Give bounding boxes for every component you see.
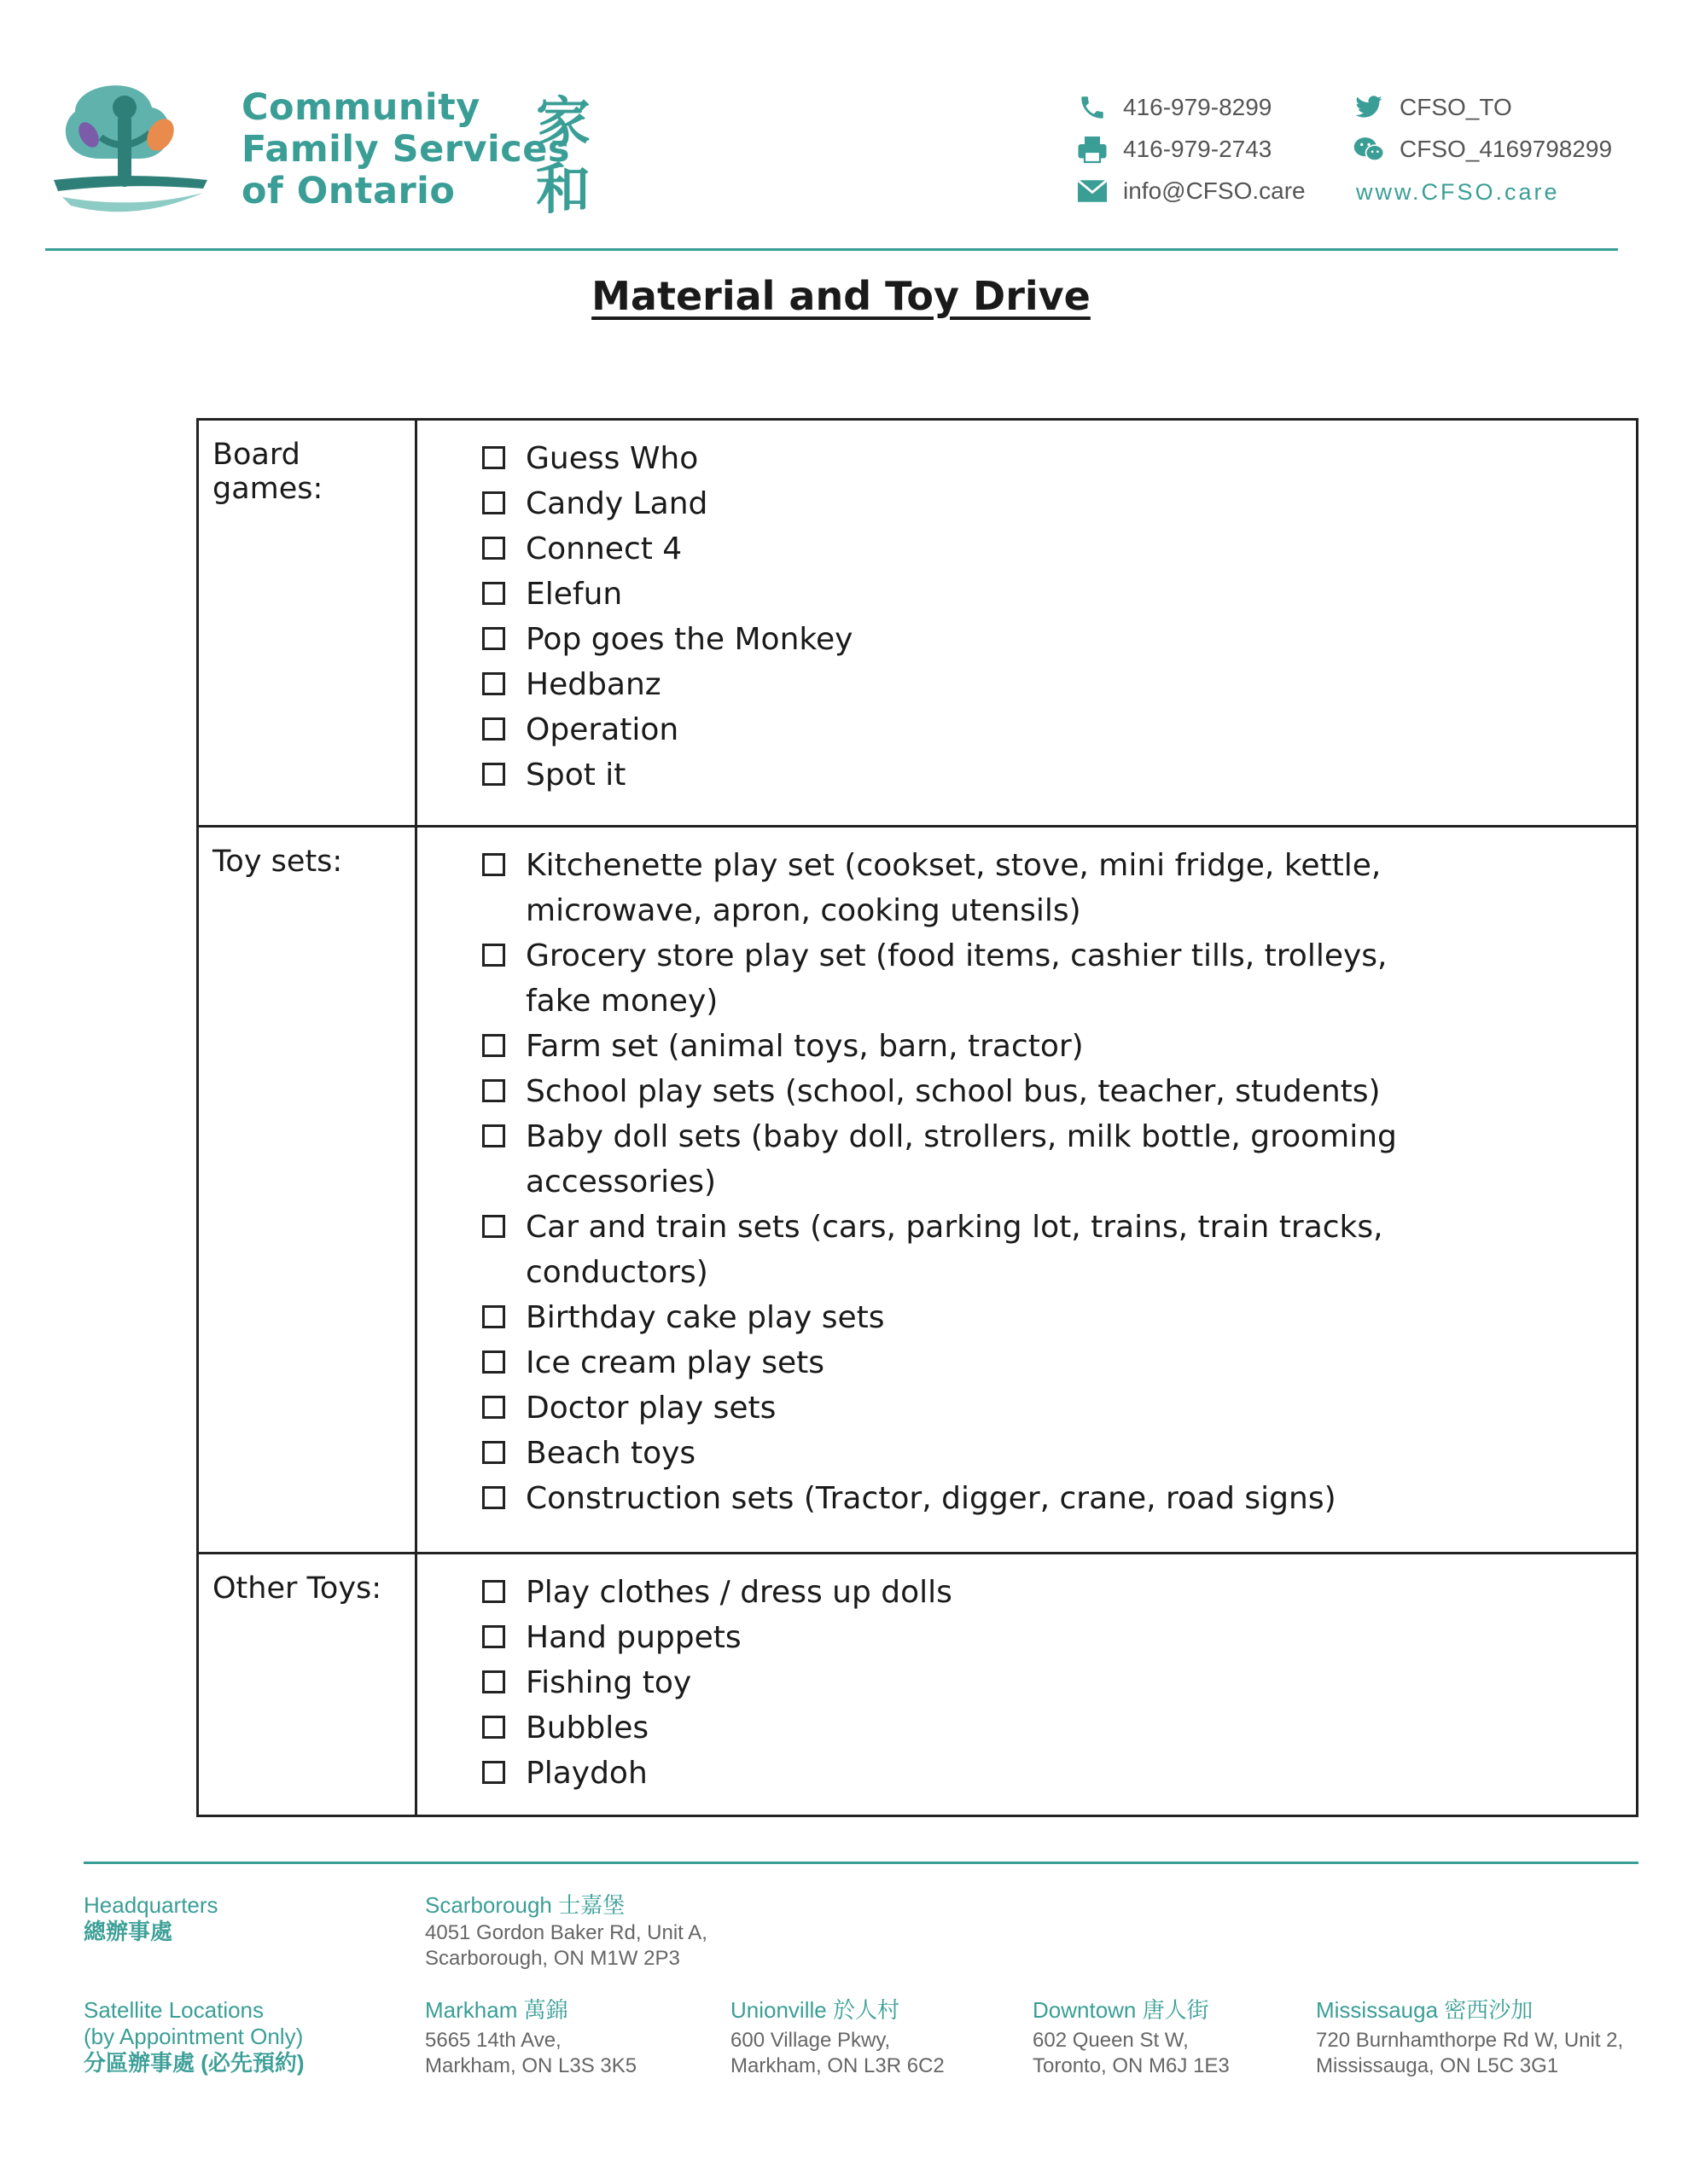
footer-divider [84, 1862, 1638, 1864]
fax-icon [1077, 134, 1108, 165]
checklist-item [482, 1615, 1636, 1660]
checkbox[interactable] [482, 1441, 505, 1464]
item-label: Construction sets (Tractor, digger, crane, road signs) [526, 1481, 1336, 1516]
table-row-toy-sets [199, 825, 1636, 1552]
item-list [417, 1554, 1636, 1815]
item-label: Farm set (animal toys, barn, tractor) [526, 1029, 1084, 1064]
item-label: Baby doll sets (baby doll, strollers, milk bottle, grooming accessories) [526, 1119, 1397, 1199]
wechat-icon [1353, 134, 1384, 165]
unionville-address-line2: Markham, ON L3R 6C2 [730, 2054, 945, 2077]
checkbox[interactable] [482, 491, 505, 514]
twitter-icon [1353, 92, 1384, 123]
scarborough-name: Scarborough 士嘉堡 [425, 1892, 626, 1918]
checkbox[interactable] [482, 763, 505, 786]
item-label: Guess Who [526, 441, 699, 476]
checklist-item [482, 1295, 1636, 1340]
website-link[interactable]: www.CFSO.care [1356, 179, 1560, 205]
checkbox[interactable] [482, 1124, 505, 1147]
item-label: School play sets (school, school bus, teacher, students) [526, 1074, 1381, 1109]
checklist-item [482, 1751, 1636, 1796]
checklist-item [482, 1570, 1636, 1615]
checklist-item [482, 1069, 1636, 1114]
checkbox[interactable] [482, 717, 505, 741]
checklist-item [482, 436, 1636, 481]
twitter-handle[interactable]: CFSO_TO [1400, 94, 1512, 120]
checklist-item [482, 1024, 1636, 1069]
category-label: Other Toys: [199, 1554, 417, 1815]
item-label: Candy Land [526, 486, 708, 521]
item-label: Beach toys [526, 1436, 696, 1471]
item-label: Grocery store play set (food items, cashier tills, trolleys, fake money) [526, 938, 1388, 1019]
downtown-address-line2: Toronto, ON M6J 1E3 [1033, 2054, 1230, 2077]
checklist-item [482, 617, 1636, 662]
organization-name-chinese [536, 90, 591, 224]
item-label: Elefun [526, 577, 623, 612]
checklist-item [482, 1705, 1636, 1751]
downtown-address-line1: 602 Queen St W, [1033, 2029, 1189, 2052]
checkbox[interactable] [482, 1079, 505, 1102]
item-label: Car and train sets (cars, parking lot, trains, train tracks, conductors) [526, 1210, 1383, 1290]
mississauga-address-line2: Mississauga, ON L5C 3G1 [1316, 2054, 1559, 2077]
item-label: Play clothes / dress up dolls [526, 1575, 952, 1610]
downtown-name: Downtown 唐人街 [1033, 1997, 1209, 2023]
checkbox[interactable] [482, 1215, 505, 1238]
org-name-line: Family Services [242, 128, 571, 171]
checkbox[interactable] [482, 582, 505, 605]
checklist-item [482, 572, 1636, 617]
mississauga-name: Mississauga 密西沙加 [1316, 1997, 1534, 2023]
wechat-contact [1353, 134, 1612, 165]
checkbox[interactable] [482, 672, 505, 695]
item-list [417, 828, 1636, 1552]
cfso-logo-icon [49, 73, 212, 218]
scarborough-address-line1: 4051 Gordon Baker Rd, Unit A, [425, 1921, 707, 1944]
checklist-item [482, 843, 1636, 933]
headquarters-label: Headquarters [84, 1892, 218, 1918]
satellite-label: Satellite Locations [84, 1997, 265, 2023]
org-name-line: of Ontario [242, 170, 456, 212]
item-label: Connect 4 [526, 531, 683, 566]
org-chinese-char: 家 [536, 92, 591, 155]
checklist-item [482, 662, 1636, 707]
checklist-item [482, 1205, 1636, 1295]
checkbox[interactable] [482, 446, 505, 469]
scarborough-address-line2: Scarborough, ON M1W 2P3 [425, 1947, 680, 1970]
headquarters-label-zh: 總辦事處 [84, 1919, 173, 1944]
checkbox[interactable] [482, 627, 505, 650]
item-label: Doctor play sets [526, 1391, 777, 1426]
checklist-item [482, 1476, 1636, 1521]
markham-address-line1: 5665 14th Ave, [425, 2029, 562, 2052]
checkbox[interactable] [482, 1670, 505, 1693]
email-address[interactable]: info@CFSO.care [1123, 177, 1306, 204]
satellite-note: (by Appointment Only) [84, 2024, 304, 2049]
item-label: Fishing toy [526, 1665, 692, 1700]
checkbox[interactable] [482, 853, 505, 876]
checklist-item [482, 1431, 1636, 1476]
checklist-item [482, 707, 1636, 752]
page-title: Material and Toy Drive [591, 273, 1091, 319]
wechat-id: CFSO_4169798299 [1400, 136, 1613, 162]
item-label: Ice cream play sets [526, 1345, 824, 1380]
fax-number: 416-979-2743 [1123, 136, 1272, 162]
header-divider [45, 248, 1618, 251]
item-label: Birthday cake play sets [526, 1300, 885, 1335]
checkbox[interactable] [482, 1625, 505, 1648]
fax-contact [1077, 134, 1272, 165]
phone-number[interactable]: 416-979-8299 [1123, 94, 1272, 120]
item-label: Playdoh [526, 1756, 648, 1791]
twitter-contact [1353, 92, 1512, 123]
markham-name: Markham 萬錦 [425, 1997, 568, 2023]
org-name-line: Community [242, 86, 480, 129]
org-chinese-char: 和 [536, 159, 591, 222]
checkbox[interactable] [482, 537, 505, 560]
item-label: Pop goes the Monkey [526, 622, 853, 657]
mississauga-address-line1: 720 Burnhamthorpe Rd W, Unit 2, [1316, 2029, 1624, 2052]
checkbox[interactable] [482, 1305, 505, 1328]
markham-address-line2: Markham, ON L3S 3K5 [425, 2054, 637, 2077]
item-list [417, 421, 1636, 825]
item-label: Operation [526, 712, 679, 747]
item-label: Hedbanz [526, 667, 661, 702]
checklist-item [482, 933, 1636, 1024]
checkbox[interactable] [482, 1580, 505, 1603]
item-label: Spot it [526, 758, 626, 793]
checkbox[interactable] [482, 1396, 505, 1419]
item-label: Hand puppets [526, 1620, 742, 1655]
checklist-item [482, 752, 1636, 798]
item-label: Bubbles [526, 1711, 649, 1745]
donation-checklist-table [196, 418, 1638, 1817]
table-row-other-toys [199, 1552, 1636, 1815]
unionville-address-line1: 600 Village Pkwy, [730, 2029, 891, 2052]
checkbox[interactable] [482, 1716, 505, 1739]
organization-name [242, 87, 570, 212]
checklist-item [482, 1340, 1636, 1385]
envelope-icon [1077, 176, 1108, 206]
checkbox[interactable] [482, 1761, 505, 1784]
table-row-board-games [199, 421, 1636, 825]
email-contact [1077, 176, 1306, 206]
checklist-item [482, 1114, 1636, 1205]
phone-contact [1077, 92, 1272, 123]
checkbox[interactable] [482, 1034, 505, 1057]
category-label: Board games: [199, 421, 417, 825]
checklist-item [482, 526, 1636, 572]
checkbox[interactable] [482, 1350, 505, 1374]
checkbox[interactable] [482, 1486, 505, 1509]
checklist-item [482, 1385, 1636, 1431]
checklist-item [482, 1660, 1636, 1705]
satellite-label-zh: 分區辦事處 (必先預約) [84, 2050, 305, 2076]
unionville-name: Unionville 於人村 [730, 1997, 899, 2023]
checklist-item [482, 481, 1636, 526]
category-label: Toy sets: [199, 828, 417, 1552]
phone-icon [1077, 92, 1108, 123]
checkbox[interactable] [482, 944, 505, 967]
item-label: Kitchenette play set (cookset, stove, mini fridge, kettle, microwave, apron, cooking utensils) [526, 848, 1382, 928]
